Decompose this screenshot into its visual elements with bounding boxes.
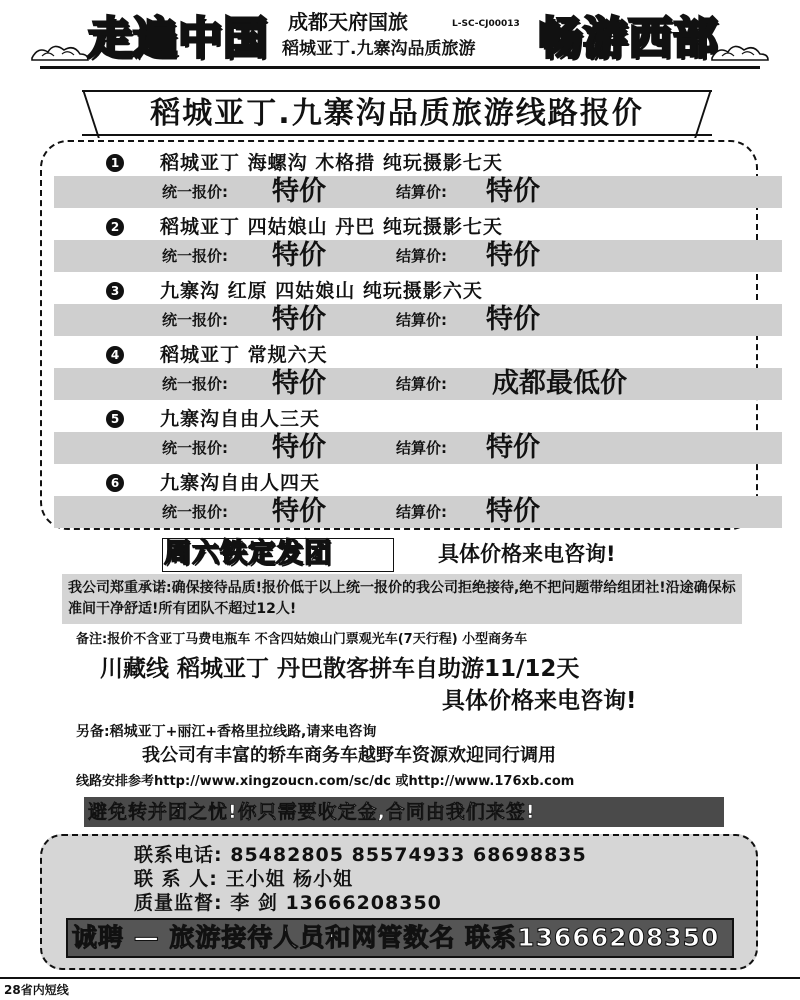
company-name: 成都天府国旅 <box>288 10 408 34</box>
settlement-price-label: 结算价: <box>396 183 447 201</box>
unified-price-value: 特价 <box>272 176 326 207</box>
sichuan-tibet-route: 川藏线 稻城亚丁 丹巴散客拼车自助游11/12天 <box>100 656 580 682</box>
company-subtitle: 稻城亚丁.九寨沟品质旅游 <box>282 39 476 59</box>
route-name: 九寨沟 红原 四姑娘山 纯玩摄影六天 <box>160 280 483 302</box>
phone-label: 联系电话: <box>134 844 223 866</box>
settlement-price-label: 结算价: <box>396 439 447 457</box>
saturday-departure: 周六铁定发团 <box>164 538 332 569</box>
unified-price-value: 特价 <box>272 240 326 271</box>
settlement-price-label: 结算价: <box>396 503 447 521</box>
unified-price-value: 特价 <box>272 304 326 335</box>
phone-numbers: 85482805 85574933 68698835 <box>230 844 587 866</box>
contact-phone-row <box>134 842 587 868</box>
promise-text: 我公司郑重承诺:确保接待品质!报价低于以上统一报价的我公司拒绝接待,绝不把问题带给组团社!沿途确保标准间干净舒适!所有团队不超过12人! <box>68 580 736 617</box>
route-name: 稻城亚丁 四姑娘山 丹巴 纯玩摄影七天 <box>160 216 503 238</box>
note-text: 备注:报价不含亚丁马费电瓶车 不含四姑娘山门票观光车(7天行程) 小型商务车 <box>76 632 528 647</box>
unified-price-label: 统一报价: <box>162 183 228 201</box>
route-name: 稻城亚丁 海螺沟 木格措 纯玩摄影七天 <box>160 152 503 174</box>
route-number-badge: 3 <box>106 282 124 300</box>
unified-price-label: 统一报价: <box>162 247 228 265</box>
route-name: 九寨沟自由人四天 <box>160 472 321 494</box>
settlement-price-label: 结算价: <box>396 375 447 393</box>
settlement-price-label: 结算价: <box>396 311 447 329</box>
slogan-text: 避免转并团之忧!你只需要收定金,合同由我们来签! <box>88 801 536 823</box>
settlement-price-value: 特价 <box>486 304 540 335</box>
recruit-text: 诚聘 — 旅游接待人员和网管数名 联系13666208350 <box>72 923 720 952</box>
consult-text: 具体价格来电咨询! <box>438 542 616 566</box>
unified-price-value: 特价 <box>272 368 326 399</box>
contact-person-row <box>134 866 353 892</box>
footer-rule <box>0 977 800 979</box>
page-footer: 28省内短线 <box>4 983 69 997</box>
sichuan-tibet-consult: 具体价格来电咨询! <box>442 688 637 714</box>
right-slogan: 畅游西部 <box>538 13 718 64</box>
unified-price-label: 统一报价: <box>162 503 228 521</box>
supervisor-row <box>134 890 442 916</box>
main-banner <box>82 90 712 136</box>
license-number: L-SC-CJ00013 <box>452 19 520 29</box>
settlement-price-value: 成都最低价 <box>492 368 627 399</box>
route-number-badge: 4 <box>106 346 124 364</box>
supervisor-value: 李 剑 13666208350 <box>230 892 442 914</box>
route-number-badge: 6 <box>106 474 124 492</box>
cloud-ornament-icon <box>30 40 90 64</box>
header-rule <box>40 66 760 69</box>
settlement-price-label: 结算价: <box>396 247 447 265</box>
route-number-badge: 2 <box>106 218 124 236</box>
person-names: 王小姐 杨小姐 <box>225 868 354 890</box>
unified-price-label: 统一报价: <box>162 375 228 393</box>
additional-routes: 另备:稻城亚丁+丽江+香格里拉线路,请来电咨询 <box>76 724 377 740</box>
route-name: 九寨沟自由人三天 <box>160 408 321 430</box>
settlement-price-value: 特价 <box>486 432 540 463</box>
banner-title: 稻城亚丁.九寨沟品质旅游线路报价 <box>150 96 644 131</box>
header <box>0 0 800 80</box>
left-slogan: 走遍中国 <box>88 13 268 64</box>
route-number-badge: 5 <box>106 410 124 428</box>
unified-price-value: 特价 <box>272 432 326 463</box>
reference-urls: 线路安排参考http://www.xingzoucn.com/sc/dc 或http://www.176xb.com <box>76 774 575 789</box>
settlement-price-value: 特价 <box>486 176 540 207</box>
settlement-price-value: 特价 <box>486 240 540 271</box>
route-number-badge: 1 <box>106 154 124 172</box>
route-name: 稻城亚丁 常规六天 <box>160 344 328 366</box>
fleet-text: 我公司有丰富的轿车商务车越野车资源欢迎同行调用 <box>142 745 556 766</box>
supervisor-label: 质量监督: <box>134 892 223 914</box>
cloud-ornament-icon <box>710 40 770 64</box>
unified-price-label: 统一报价: <box>162 311 228 329</box>
unified-price-value: 特价 <box>272 496 326 527</box>
unified-price-label: 统一报价: <box>162 439 228 457</box>
person-label: 联 系 人: <box>134 868 218 890</box>
settlement-price-value: 特价 <box>486 496 540 527</box>
